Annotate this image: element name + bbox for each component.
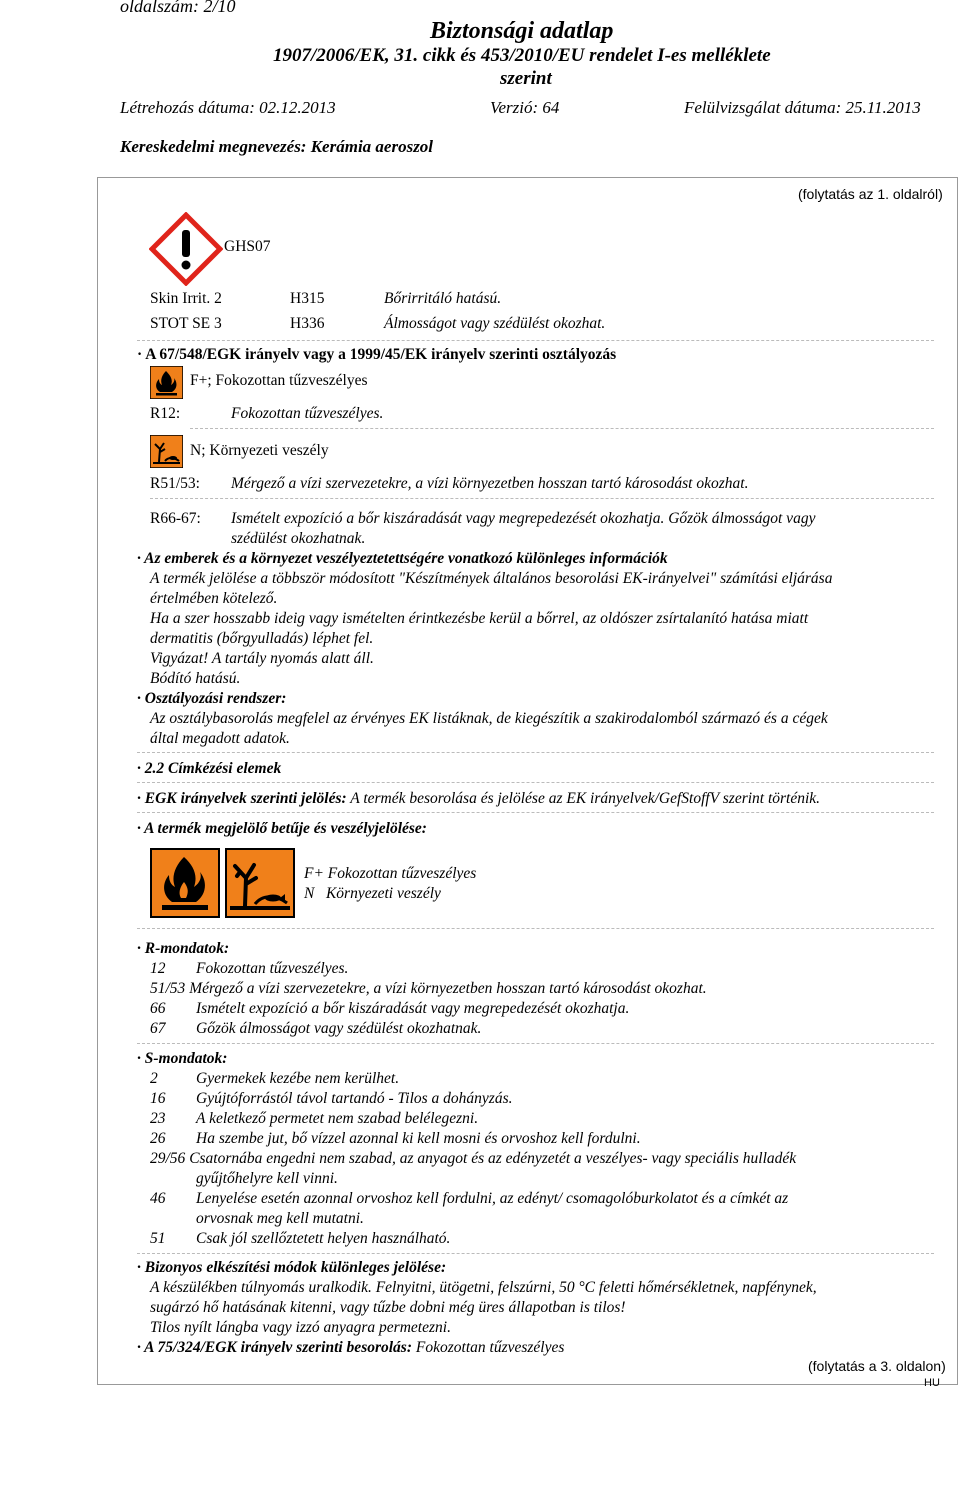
divider (137, 812, 934, 813)
flammable-symbol-icon (150, 848, 220, 918)
ghs-class-2: STOT SE 3 (150, 315, 222, 332)
document-subtitle-2: szerint (500, 68, 552, 89)
r5153-text: Mérgező a vízi szervezetekre, a vízi környezetben hosszan tartó károsodást okozhat. (231, 475, 749, 492)
continued-from: (folytatás az 1. oldalról) (798, 186, 943, 202)
ghs-text-1: Bőrirritáló hatású. (384, 290, 502, 307)
ghs-class-1: Skin Irrit. 2 (150, 290, 222, 307)
flammable-label: F+; Fokozottan tűzveszélyes (190, 372, 368, 389)
special-info-line: Bódító hatású. (150, 670, 241, 687)
continued-to: (folytatás a 3. oldalon) (808, 1358, 946, 1374)
trade-name: Kereskedelmi megnevezés: Kerámia aeroszol (120, 137, 434, 156)
r-phrase-item: 67 Gőzök álmosságot vagy szédülést okozhatnak. (150, 1020, 482, 1037)
document-title: Biztonsági adatlap (430, 18, 614, 44)
divider (190, 428, 934, 429)
system-line-2: által megadott adatok. (150, 730, 290, 747)
created-date: Létrehozás dátuma: 02.12.2013 (120, 98, 336, 117)
divider (150, 498, 934, 499)
s-phrase-item: 51 Csak jól szellőztetett helyen használható. (150, 1230, 451, 1247)
r12-code: R12: (150, 405, 181, 422)
revised-date: Felülvizsgálat dátuma: 25.11.2013 (684, 98, 921, 117)
divider (137, 1253, 934, 1254)
directive-text: Fokozottan tűzveszélyes (412, 1339, 565, 1356)
s-phrase-item: 26 Ha szembe jut, bő vízzel azonnal ki kell mosni és orvoshoz kell fordulni. (150, 1130, 641, 1147)
system-heading: · Osztályozási rendszer: (137, 690, 287, 707)
symbol-heading: · A termék megjelölő betűje és veszélyjelölése: (137, 820, 427, 837)
symbol-f-label: F+ Fokozottan tűzveszélyes (304, 865, 477, 882)
r-phrase-item: 12 Fokozottan tűzveszélyes. (150, 960, 349, 977)
system-line-1: Az osztálybasorolás megfelel az érvényes EK listáknak, de kiegészítik a szakirodalomból származó és a cégek (150, 710, 828, 727)
ghs-text-2: Álmosságot vagy szédülést okozhat. (384, 315, 606, 332)
directive-label: · A 75/324/EGK irányelv szerinti besorolás: (137, 1339, 413, 1356)
s-phrase-item: 2 Gyermekek kezébe nem kerülhet. (150, 1070, 400, 1087)
packaging-line-1: A készülékben túlnyomás uralkodik. Felnyitni, ütögetni, felszúrni, 50 °C feletti hőmérsékletnek, napfénynek, (150, 1279, 817, 1296)
divider (137, 928, 934, 929)
r6667-text-2: szédülést okozhatnak. (231, 530, 366, 547)
ghs07-exclamation-icon (149, 212, 223, 286)
r6667-code: R66-67: (150, 510, 201, 527)
divider (137, 752, 934, 753)
ghs07-label: GHS07 (224, 238, 271, 255)
special-info-line: A termék jelölése a többször módosított "Készítmények általános besorolási EK-irányelvei" számítási eljárása (150, 570, 833, 587)
r-phrases-heading: · R-mondatok: (137, 940, 230, 957)
version: Verzió: 64 (490, 98, 560, 117)
s-phrase-item: 16 Gyújtóforrástól távol tartandó - Tilos a dohányzás. (150, 1090, 513, 1107)
packaging-heading: · Bizonyos elkészítési módok különleges jelölése: (137, 1259, 447, 1276)
environment-hazard-icon (150, 435, 183, 468)
page-number: oldalszám: 2/10 (120, 0, 236, 16)
directive-classification (137, 1339, 564, 1357)
egk-text: A termék besorolása és jelölése az EK irányelvek/GefStoffV szerint történik. (346, 790, 821, 807)
flammable-icon (150, 366, 183, 399)
egk-label: · EGK irányelvek szerinti jelölés: (137, 790, 347, 807)
s-phrases-heading: · S-mondatok: (137, 1050, 228, 1067)
r5153-code: R51/53: (150, 475, 200, 492)
divider (137, 782, 934, 783)
r6667-text-1: Ismételt expozíció a bőr kiszáradását vagy megrepedezését okozhatja. Gőzök álmosságot vagy (231, 510, 816, 527)
s-phrase-item: 46 Lenyelése esetén azonnal orvoshoz kell fordulni, az edényt/ csomagolóburkolatot és a címkét az (150, 1190, 789, 1207)
s-phrase-item-cont: orvosnak meg kell mutatni. (196, 1210, 364, 1227)
packaging-line-3: Tilos nyílt lángba vagy izzó anyagra permetezni. (150, 1319, 451, 1336)
language-code: HU (924, 1377, 940, 1389)
r12-text: Fokozottan tűzveszélyes. (231, 405, 384, 422)
special-info-line: értelmében kötelező. (150, 590, 278, 607)
special-info-heading: · Az emberek és a környezet veszélyeztetettségére vonatkozó különleges információk (137, 550, 668, 567)
s-phrase-item-cont: gyűjtőhelyre kell vinni. (196, 1170, 338, 1187)
packaging-line-2: sugárzó hő hatásának kitenni, vagy tűzbe dobni még üres állapotban is tilos! (150, 1299, 626, 1316)
s-phrase-item: 23 A keletkező permetet nem szabad belélegezni. (150, 1110, 479, 1127)
s-phrase-item: 29/56 Csatornába engedni nem szabad, az anyagot és az edényzetét a veszélyes- vagy speciális hulladék (150, 1150, 797, 1167)
ghs-code-1: H315 (290, 290, 325, 307)
divider (137, 1043, 934, 1044)
special-info-line: dermatitis (bőrgyulladás) léphet fel. (150, 630, 374, 647)
special-info-line: Vigyázat! A tartály nyomás alatt áll. (150, 650, 374, 667)
divider (137, 340, 934, 341)
r-phrase-item: 66 Ismételt expozíció a bőr kiszáradását vagy megrepedezését okozhatja. (150, 1000, 630, 1017)
classification-heading: · A 67/548/EGK irányelv vagy a 1999/45/EK irányelv szerinti osztályozás (137, 346, 617, 363)
environment-label: N; Környezeti veszély (190, 442, 329, 459)
document-subtitle: 1907/2006/EK, 31. cikk és 453/2010/EU rendelet I-es melléklete (273, 45, 771, 66)
symbol-n-label: N Környezeti veszély (304, 885, 441, 902)
egk-labeling (137, 790, 820, 808)
environment-symbol-icon (225, 848, 295, 918)
labeling-heading: · 2.2 Címkézési elemek (137, 760, 282, 777)
r-phrase-item: 51/53 Mérgező a vízi szervezetekre, a vízi környezetben hosszan tartó károsodást okozhat. (150, 980, 707, 997)
ghs-code-2: H336 (290, 315, 325, 332)
special-info-line: Ha a szer hosszabb ideig vagy ismételten érintkezésbe kerül a bőrrel, az oldószer zsírtalanító hatása miatt (150, 610, 809, 627)
